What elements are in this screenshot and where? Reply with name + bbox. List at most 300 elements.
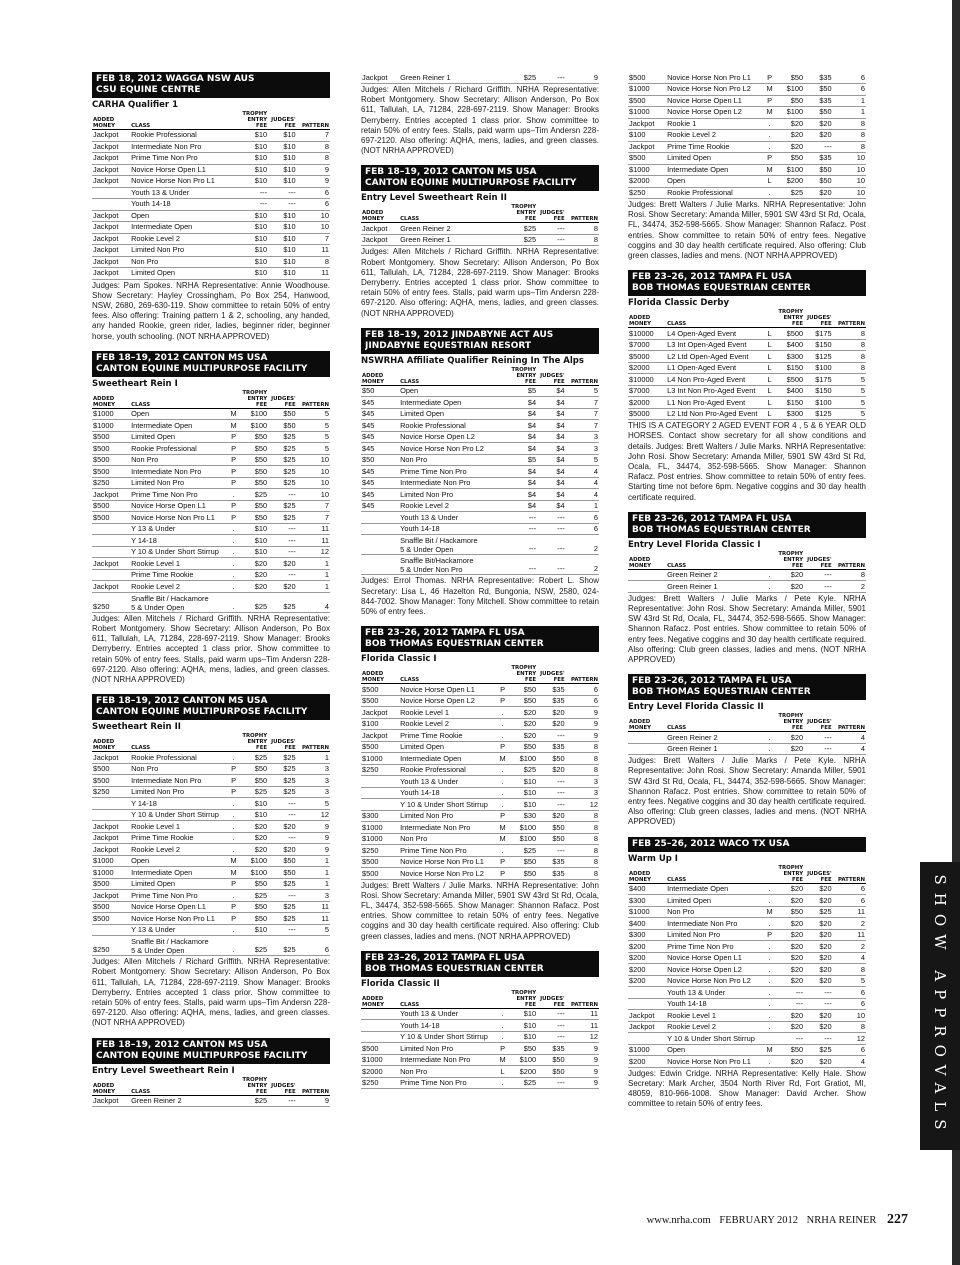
entry-fee-cell: $300 [776,408,805,420]
added-money-cell: Jackpot [92,164,130,176]
class-row [361,707,599,719]
class-row [92,890,330,902]
class-cell: Prime Time Non Pro [399,466,497,478]
fee-category-cell: . [764,1010,776,1022]
show-listing [628,270,866,503]
event-title: NSWRHA Affiliate Qualifier Reining In The Alps [361,355,584,366]
class-row [361,1031,599,1043]
show-venue: CSU EQUINE CENTRE [96,85,201,95]
fee-category-cell: P [228,443,240,455]
pattern-cell: 11 [297,523,330,535]
page-footer [641,1212,908,1228]
fee-category-cell: P [228,466,240,478]
trophy-header [764,865,776,884]
entry-fee-cell: $20 [776,118,805,130]
pattern-cell: 1 [297,878,330,890]
class-cell: Snaffle Bit / Hackamore 5 & Under Open [130,936,228,956]
entry-fee-cell: $100 [240,855,269,867]
entry-fee-header: TROPHY ENTRY FEE [778,550,804,569]
judges-fee-cell: --- [804,581,833,593]
judges-fee-cell: --- [537,72,566,84]
entry-fee-cell: $200 [509,1066,538,1078]
fee-category-cell: M [764,84,776,96]
pattern-cell: 8 [833,1021,866,1033]
class-cell: Youth 14-18 [399,1020,497,1032]
class-row [92,245,330,257]
event-title: CARHA Qualifier 1 [92,100,178,110]
pattern-cell: 11 [566,1008,599,1020]
pattern-cell: 8 [566,868,599,880]
added-money-cell: $500 [92,466,130,478]
fee-category-cell [228,130,240,142]
class-row [92,763,330,775]
class-header: CLASS [131,1088,151,1095]
entry-fee-cell: $500 [776,374,805,386]
added-money-cell: $500 [92,913,130,925]
class-cell: Youth 13 & Under [130,187,228,199]
fee-category-cell: P [228,454,240,466]
pattern-cell: 5 [297,798,330,810]
entry-fee-cell: $100 [240,867,269,879]
pattern-cell: 4 [297,592,330,612]
class-cell: Prime Time Non Pro [130,890,228,902]
pattern-cell: 9 [297,832,330,844]
show-venue: JINDABYNE EQUESTRIAN RESORT [365,340,532,351]
pattern-cell: 12 [566,799,599,811]
fee-category-cell: . [764,987,776,999]
added-money-cell: Jackpot [92,130,130,142]
class-row [361,420,599,432]
class-cell: Green Reiner 2 [399,223,497,235]
pattern-cell: 1 [297,558,330,570]
judges-fee-cell: $20 [804,187,833,199]
fee-category-cell: . [764,998,776,1010]
added-money-cell: $300 [361,810,399,822]
fee-category-cell: M [497,833,509,845]
pattern-cell: 8 [566,810,599,822]
show-header [361,626,599,652]
show-details: Judges: Edwin Cridge. NRHA Representative: Kelly Hale. Show Secretary: Mark Archer, 3504 North River Rd, Fort Gratiot, MI, 48059, 810-966-1008. Show Manager: David Archer. Show committee to retain 50% of entry fees. [628,1068,866,1109]
entry-fee-cell: --- [509,523,538,535]
class-row [361,1008,599,1020]
pattern-cell: 7 [297,512,330,524]
pattern-cell: 11 [297,913,330,925]
classes-table [628,72,866,199]
entry-fee-cell: $10 [240,546,269,558]
entry-fee-cell: $20 [776,964,805,976]
pattern-cell: 5 [297,924,330,936]
entry-fee-cell: $20 [776,1010,805,1022]
entry-fee-cell: $50 [240,443,269,455]
fee-category-cell [764,1033,776,1045]
class-cell: Rookie Professional [399,420,497,432]
entry-fee-header: TROPHY ENTRY FEE [778,309,804,328]
entry-fee-cell: $25 [240,936,269,956]
class-row [628,952,866,964]
added-money-cell: $500 [628,72,666,84]
judges-fee-cell: --- [537,787,566,799]
class-cell: Y 10 & Under Short Stirrup [399,1031,497,1043]
class-cell: Snaffle Bit / Hackamore 5 & Under Open [130,592,228,612]
show-listing [92,351,330,685]
added-money-cell [628,987,666,999]
class-row [92,867,330,879]
class-row [92,222,330,234]
entry-fee-cell: $10 [240,130,269,142]
class-row [628,918,866,930]
pattern-header: PATTERN [301,123,329,129]
class-row [361,234,599,246]
class-cell: Rookie Level 2 [130,844,228,856]
added-money-cell: $45 [361,397,399,409]
class-cell: Novice Horse Open L2 [399,431,497,443]
pattern-cell: 1 [833,107,866,119]
show-header [361,165,599,191]
show-details: Judges: Allen Mitchels / Richard Griffith. NRHA Representative: Robert Montgomery. Show Secretary: Allison Anderson, Po Box 611, Tallulah, LA, 71284, 228-697-2119. Show Manager: Brooks Derryberry. Entries accepted 1 class prior. Show committee to retain 50% of entry fees. Stalls, paid warm ups–Tim Andersn 228-697-2120. Also offering: AQHA, mens, ladies, and green classes. (NOT NRHA APPROVED) [92,957,330,1028]
class-cell: Intermediate Non Pro [399,822,497,834]
pattern-cell: 2 [833,581,866,593]
fee-category-cell: P [764,72,776,84]
event-title: Entry Level Sweetheart Rein I [92,1065,235,1076]
class-row [361,833,599,845]
judges-fee-cell: $4 [537,477,566,489]
class-cell: Limited Open [399,408,497,420]
added-money-cell [628,743,666,755]
pattern-cell: 8 [566,234,599,246]
pattern-cell: 9 [297,821,330,833]
entry-fee-cell: $50 [240,477,269,489]
fee-category-cell: . [764,1021,776,1033]
judges-fee-cell: $10 [268,233,297,245]
fee-category-cell: . [228,936,240,956]
entry-fee-cell: $10 [240,210,269,222]
added-money-cell: $45 [361,420,399,432]
class-cell: Intermediate Non Pro [130,141,228,153]
class-row [92,477,330,489]
pattern-cell: 4 [833,743,866,755]
entry-fee-header: TROPHY ENTRY FEE [511,989,537,1008]
pattern-cell: 6 [566,523,599,535]
judges-fee-cell: $20 [268,821,297,833]
added-money-cell: $500 [628,95,666,107]
fee-category-cell: . [764,1056,776,1068]
pattern-cell: 6 [833,998,866,1010]
trophy-header [228,111,240,130]
entry-fee-cell: $20 [776,975,805,987]
pattern-header: PATTERN [570,378,598,385]
entry-fee-header: TROPHY ENTRY FEE [242,389,268,408]
added-money-cell [361,776,399,788]
table-header-row [92,733,330,752]
class-cell: Limited Open [666,895,764,907]
judges-fee-cell: $25 [268,775,297,787]
judges-fee-cell: $25 [268,454,297,466]
class-row [361,500,599,512]
pattern-cell: 8 [833,328,866,340]
pattern-cell: 11 [297,901,330,913]
fee-category-cell: . [764,941,776,953]
event-title: Florida Classic I [361,654,437,665]
added-money-cell: $500 [92,431,130,443]
judges-fee-cell: $35 [537,741,566,753]
show-details: Judges: Brett Walters / Julie Marks. NRHA Representative: John Rosi. Show Secretary: Amanda Miller, 5901 SW 43rd St Rd, Ocala, FL, 34474, 352-598-5665. Show Manager: Shannon Rafacz. Post entries. Show committee to retain 50% of entry fees. Negative coggins and 30 day health certificate required. Also offering: Club green classes, ladies and mens. (NOT NRHA APPROVED) [361,880,599,941]
judges-fee-cell: --- [268,187,297,199]
class-row [361,845,599,857]
added-money-cell: $1000 [628,906,666,918]
entry-fee-cell: $20 [509,707,538,719]
judges-fee-cell: $25 [268,443,297,455]
class-cell: Non Pro [399,454,497,466]
side-tab-label: SHOW APPROVALS [931,874,949,1138]
class-row [92,256,330,268]
table-header-row [628,551,866,570]
fee-category-cell: . [228,890,240,902]
class-cell: Novice Horse Non Pro L1 [130,512,228,524]
classes-table [361,665,599,880]
class-cell: Rookie Level 2 [666,130,764,142]
fee-category-cell: . [228,581,240,593]
class-header: CLASS [667,321,687,328]
added-money-cell: $1000 [361,833,399,845]
added-money-cell: Jackpot [92,558,130,570]
entry-fee-cell: $400 [776,385,805,397]
entry-fee-cell: $50 [240,431,269,443]
class-row [92,500,330,512]
pattern-cell: 1 [566,500,599,512]
class-cell: Limited Non Pro [399,810,497,822]
added-money-cell: $250 [628,187,666,199]
entry-fee-cell: $20 [509,718,538,730]
judges-fee-cell: $150 [804,385,833,397]
class-cell: Novice Horse Open L2 [666,107,764,119]
fee-category-cell: . [497,787,509,799]
pattern-cell: 8 [566,753,599,765]
class-row [628,732,866,744]
entry-fee-cell: $100 [776,164,805,176]
pattern-cell: 7 [297,233,330,245]
entry-fee-cell: --- [240,199,269,211]
judges-fee-cell: --- [268,798,297,810]
pattern-cell: 8 [566,741,599,753]
pattern-cell: 8 [566,856,599,868]
fee-category-cell [228,153,240,165]
show-date-location: FEB 18–19, 2012 JINDABYNE ACT AUS [365,329,554,340]
pattern-cell: 5 [833,408,866,420]
entry-fee-cell: $10 [240,256,269,268]
pattern-cell: 11 [297,245,330,257]
classes-table [92,733,330,956]
trophy-header [228,390,240,409]
judges-fee-cell: $50 [537,1066,566,1078]
pattern-cell: 6 [297,199,330,211]
fee-category-cell: L [764,328,776,340]
class-cell: Limited Open [130,431,228,443]
show-listing [361,165,599,318]
judges-fee-cell: $50 [537,1054,566,1066]
class-cell: Limited Non Pro [399,489,497,501]
judges-fee-cell: $4 [537,489,566,501]
class-cell: Rookie Professional [130,752,228,764]
entry-fee-cell: $50 [509,684,538,696]
entry-fee-cell: $50 [776,72,805,84]
trophy-header [497,665,509,684]
judges-fee-cell: $10 [268,141,297,153]
pattern-cell: 7 [566,397,599,409]
class-row [92,466,330,478]
added-money-cell [361,523,399,535]
fee-category-cell: . [764,918,776,930]
class-cell: Y 14-18 [130,798,228,810]
show-details: Judges: Errol Thomas. NRHA Representative: Robert L. Show Secretary: Lisa L, 46 Hazelton Rd, Bungonia, NSW, 2580, 024-844-7002. Show Manager: Tony Mitchell. Show committee to retain 50% of entry fees. [361,576,599,616]
judges-fee-cell: $35 [537,695,566,707]
class-row [361,684,599,696]
class-row [361,718,599,730]
entry-fee-header: TROPHY ENTRY FEE [778,713,804,732]
class-row [92,153,330,165]
entry-fee-cell: $50 [776,95,805,107]
added-money-cell: $50 [361,385,399,397]
added-money-cell: $7000 [628,385,666,397]
entry-fee-cell: $20 [776,918,805,930]
pattern-cell: 4 [566,477,599,489]
pattern-cell: 9 [566,718,599,730]
judges-fee-header: JUDGES' FEE [807,315,832,328]
pattern-cell: 6 [833,84,866,96]
judges-fee-cell: $50 [537,753,566,765]
class-row [361,535,599,555]
judges-fee-cell: --- [804,1033,833,1045]
trophy-header [497,204,509,223]
added-money-cell: Jackpot [92,233,130,245]
added-money-cell: Jackpot [92,210,130,222]
pattern-cell: 10 [833,176,866,188]
fee-category-cell: . [497,730,509,742]
pattern-cell: 10 [297,466,330,478]
entry-fee-cell: $10 [509,1008,538,1020]
class-row [361,477,599,489]
added-money-cell: $100 [361,718,399,730]
entry-fee-cell: --- [776,998,805,1010]
judges-fee-cell: $20 [268,558,297,570]
added-money-cell: $45 [361,431,399,443]
judges-fee-cell: $50 [537,833,566,845]
pattern-cell: 5 [833,385,866,397]
judges-fee-cell: $4 [537,454,566,466]
class-cell: Y 10 & Under Short Stirrup [399,799,497,811]
classes-table [628,865,866,1068]
pattern-cell: 7 [566,408,599,420]
judges-fee-cell: $25 [268,878,297,890]
fee-category-cell: P [228,763,240,775]
class-row [628,374,866,386]
judges-fee-cell: $25 [268,431,297,443]
judges-fee-cell: $20 [804,929,833,941]
entry-fee-cell: $4 [509,489,538,501]
class-row [361,466,599,478]
entry-fee-cell: $20 [776,952,805,964]
class-cell: Novice Horse Non Pro L1 [666,1056,764,1068]
show-header [628,512,866,538]
class-cell: Y 13 & Under [130,924,228,936]
judges-fee-cell: $10 [268,210,297,222]
pattern-cell: 2 [566,535,599,555]
class-row [92,233,330,245]
added-money-cell: Jackpot [628,141,666,153]
pattern-cell: 4 [833,952,866,964]
judges-fee-cell: $25 [268,512,297,524]
pattern-cell: 5 [297,420,330,432]
table-header-row [92,1077,330,1096]
pattern-cell: 9 [297,1095,330,1107]
show-date-location: FEB 23–26, 2012 TAMPA FL USA [365,628,525,639]
class-cell: Novice Horse Non Pro L1 [130,176,228,188]
added-money-header: ADDED MONEY [629,315,652,328]
added-money-header: ADDED MONEY [93,1082,116,1095]
fee-category-cell [497,523,509,535]
show-date-location: FEB 18–19, 2012 CANTON MS USA [365,167,537,178]
entry-fee-cell: $50 [509,695,538,707]
judges-fee-cell: --- [537,523,566,535]
entry-fee-cell: $10 [240,535,269,547]
class-header: CLASS [131,745,151,752]
entry-fee-cell: $20 [776,1021,805,1033]
fee-category-cell [497,420,509,432]
class-row [92,512,330,524]
entry-fee-cell: $4 [509,431,538,443]
added-money-cell: $1000 [92,420,130,432]
added-money-cell [628,1033,666,1045]
class-row [628,118,866,130]
judges-fee-cell: --- [804,987,833,999]
class-header: CLASS [400,378,420,385]
fee-category-cell: P [497,868,509,880]
class-cell: Rookie Professional [399,764,497,776]
judges-fee-cell: $20 [804,1021,833,1033]
entry-fee-cell: $50 [240,763,269,775]
pattern-cell: 3 [297,763,330,775]
fee-category-cell [228,233,240,245]
entry-fee-cell: $10 [240,245,269,257]
added-money-cell: $500 [628,153,666,165]
class-row [92,936,330,956]
added-money-cell: $5000 [628,408,666,420]
entry-fee-header: TROPHY ENTRY FEE [511,366,537,385]
added-money-cell: Jackpot [92,1095,130,1107]
class-row [628,397,866,409]
pattern-header: PATTERN [301,401,329,408]
added-money-cell: $200 [628,975,666,987]
entry-fee-cell: $20 [776,1056,805,1068]
added-money-cell: $400 [628,918,666,930]
class-cell: Novice Horse Open L1 [130,901,228,913]
class-cell: Intermediate Non Pro [399,477,497,489]
class-row [361,741,599,753]
judges-fee-cell: $50 [804,164,833,176]
fee-category-cell [497,535,509,555]
judges-fee-cell: --- [804,998,833,1010]
added-money-cell [628,569,666,581]
show-date-location: FEB 18–19, 2012 CANTON MS USA [96,352,268,363]
fee-category-cell: P [764,153,776,165]
fee-category-cell [497,512,509,524]
added-money-cell [628,998,666,1010]
class-cell: Youth 13 & Under [399,512,497,524]
class-cell: Intermediate Open [130,222,228,234]
judges-fee-cell: --- [537,1020,566,1032]
event-title: Florida Classic II [361,978,440,989]
entry-fee-cell: --- [776,987,805,999]
entry-fee-header: TROPHY ENTRY FEE [511,204,537,223]
